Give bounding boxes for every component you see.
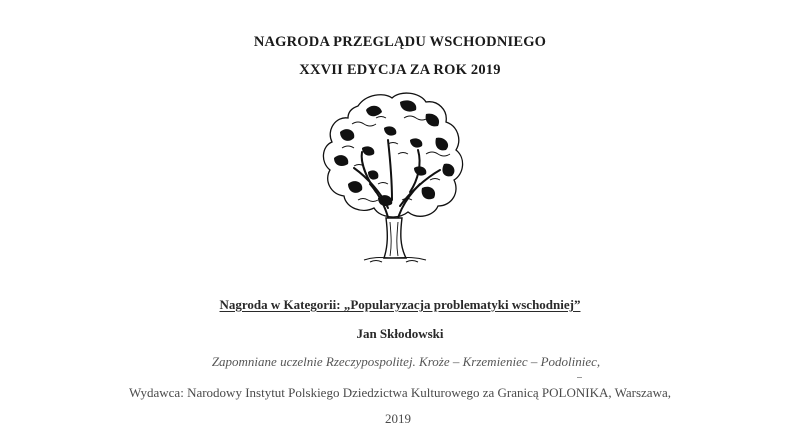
publisher-line: Wydawca: Narodowy Instytut Polskiego Dziedzictwa Kulturowego za Granicą POLONIKA, Warszawa, — [129, 385, 671, 400]
edition-title: XXVII EDYCJA ZA ROK 2019 — [299, 62, 501, 78]
scan-speck — [577, 377, 582, 378]
book-title: Zapomniane uczelnie Rzeczypospolitej. Kroże – Krzemieniec – Podoliniec, — [211, 354, 601, 369]
award-category: Nagroda w Kategorii: „Popularyzacja problematyki wschodniej” — [219, 297, 581, 312]
publication-year: 2019 — [385, 411, 411, 426]
author-name: Jan Skłodowski — [356, 326, 444, 341]
award-title: NAGRODA PRZEGLĄDU WSCHODNIEGO — [253, 34, 547, 50]
oak-tree-icon — [318, 88, 468, 263]
